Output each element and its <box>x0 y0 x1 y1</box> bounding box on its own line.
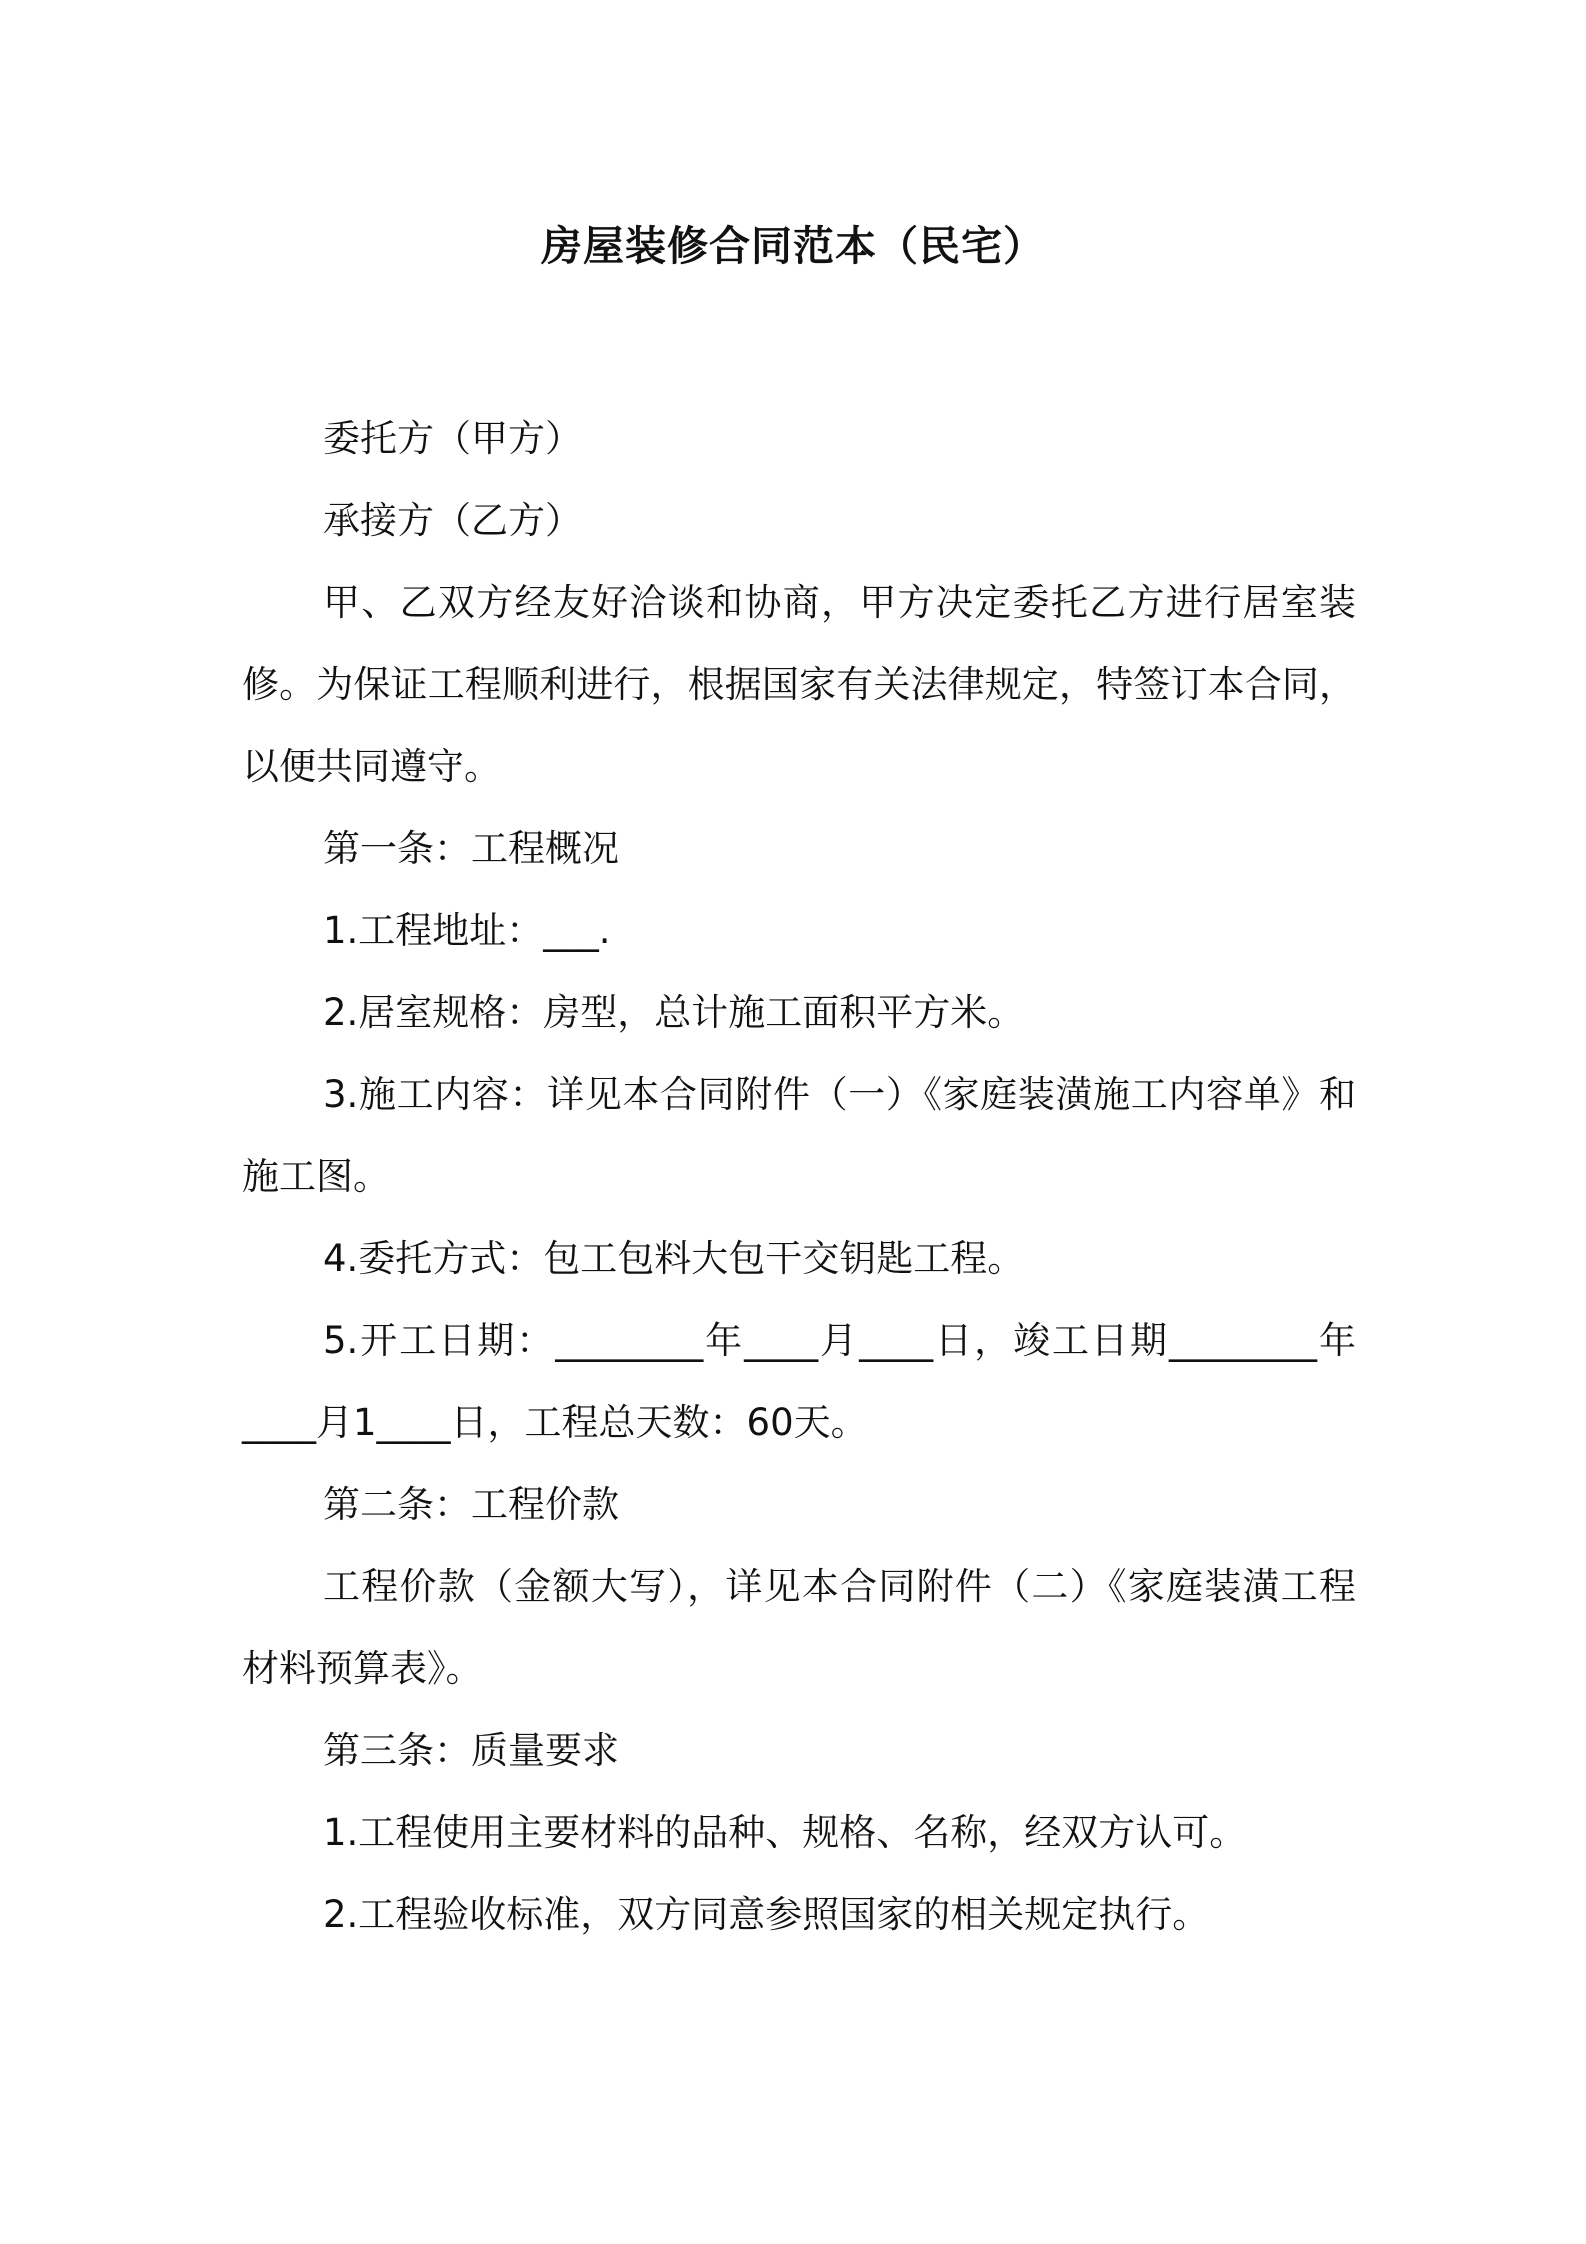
party-b-line: 承接方（乙方） <box>323 499 582 542</box>
party-a-line: 委托方（甲方） <box>323 417 582 460</box>
article-1-heading: 第一条：工程概况 <box>323 827 619 870</box>
article-3-heading: 第三条：质量要求 <box>323 1729 619 1772</box>
article-1-item-4: 4.委托方式：包工包料大包干交钥匙工程。 <box>323 1237 1025 1280</box>
article-1-item-3: 3.施工内容：详见本合同附件（一）《家庭装潢施工内容单》和施工图。 <box>242 1073 1356 1198</box>
article-1-item-2: 2.居室规格：房型，总计施工面积平方米。 <box>323 991 1025 1034</box>
article-2-heading: 第二条：工程价款 <box>323 1483 619 1526</box>
article-1-item-5: 5.开工日期：________年____月____日，竣工日期________年____月1____日，工程总天数：60天。 <box>242 1319 1356 1444</box>
article-1-item-1: 1.工程地址：___. <box>323 909 611 952</box>
preamble-paragraph: 甲、乙双方经友好洽谈和协商，甲方决定委托乙方进行居室装修。为保证工程顺利进行，根据国家有关法律规定，特签订本合同，以便共同遵守。 <box>242 581 1356 788</box>
document-body <box>242 398 1356 1956</box>
article-2-paragraph: 工程价款（金额大写），详见本合同附件（二）《家庭装潢工程材料预算表》。 <box>242 1565 1356 1690</box>
document-title: 房屋装修合同范本（民宅） <box>541 222 1045 270</box>
article-3-item-2: 2.工程验收标准，双方同意参照国家的相关规定执行。 <box>323 1893 1210 1936</box>
article-3-item-1: 1.工程使用主要材料的品种、规格、名称，经双方认可。 <box>323 1811 1247 1854</box>
